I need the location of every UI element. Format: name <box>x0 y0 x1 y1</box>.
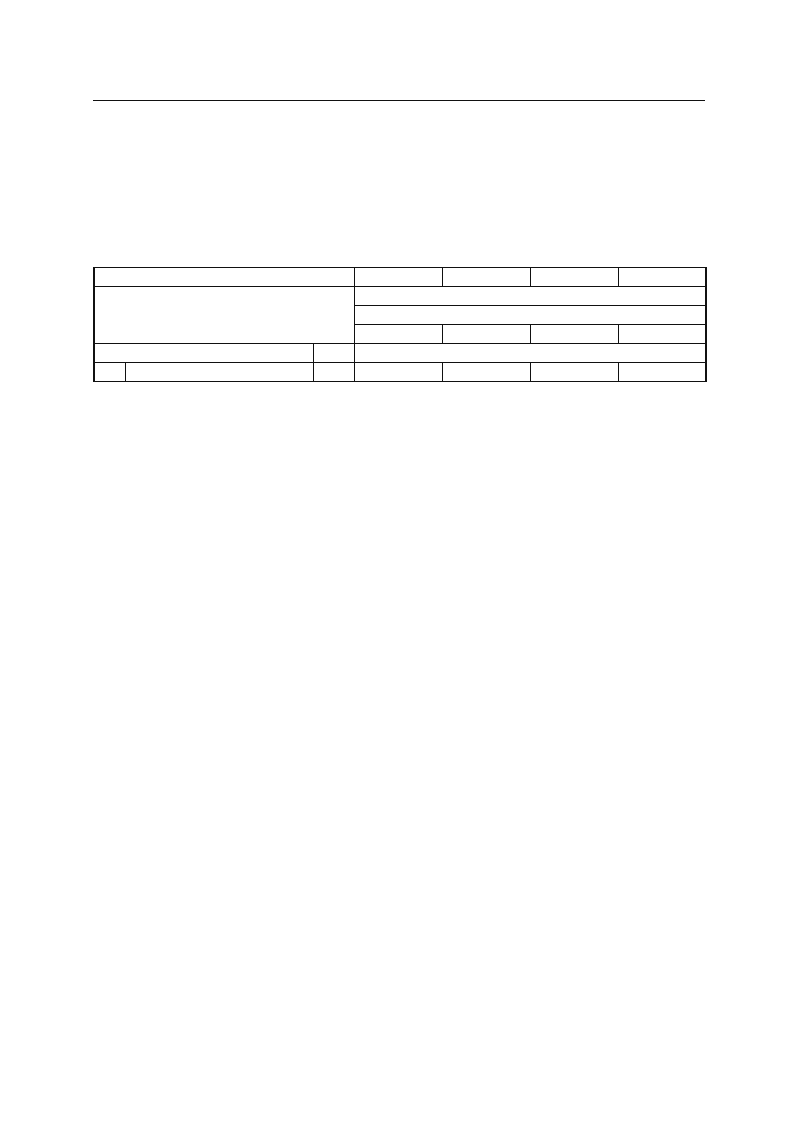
weight-cell <box>618 325 706 344</box>
labor-name <box>125 363 313 382</box>
consumption-header <box>354 344 706 363</box>
labor-unit <box>313 363 354 382</box>
weight-cell <box>354 325 442 344</box>
code-cell <box>354 268 442 287</box>
labor-value <box>618 363 706 382</box>
labor-value <box>530 363 618 382</box>
page-header <box>660 72 702 86</box>
header-rule <box>93 100 705 101</box>
code-cell <box>618 268 706 287</box>
code-cell <box>530 268 618 287</box>
drive-label <box>354 287 706 306</box>
name-header <box>94 344 313 363</box>
code-label <box>94 268 354 287</box>
weight-cell <box>530 325 618 344</box>
labor-value <box>354 363 442 382</box>
labor-row <box>94 363 706 382</box>
quota-table <box>93 267 707 382</box>
labor-category <box>94 363 125 382</box>
column-header-row <box>94 344 706 363</box>
drive-row <box>94 287 706 306</box>
unit-header <box>313 344 354 363</box>
code-cell <box>442 268 530 287</box>
labor-value <box>442 363 530 382</box>
code-row <box>94 268 706 287</box>
weight-label <box>354 306 706 325</box>
item-name-label <box>94 287 354 344</box>
weight-cell <box>442 325 530 344</box>
